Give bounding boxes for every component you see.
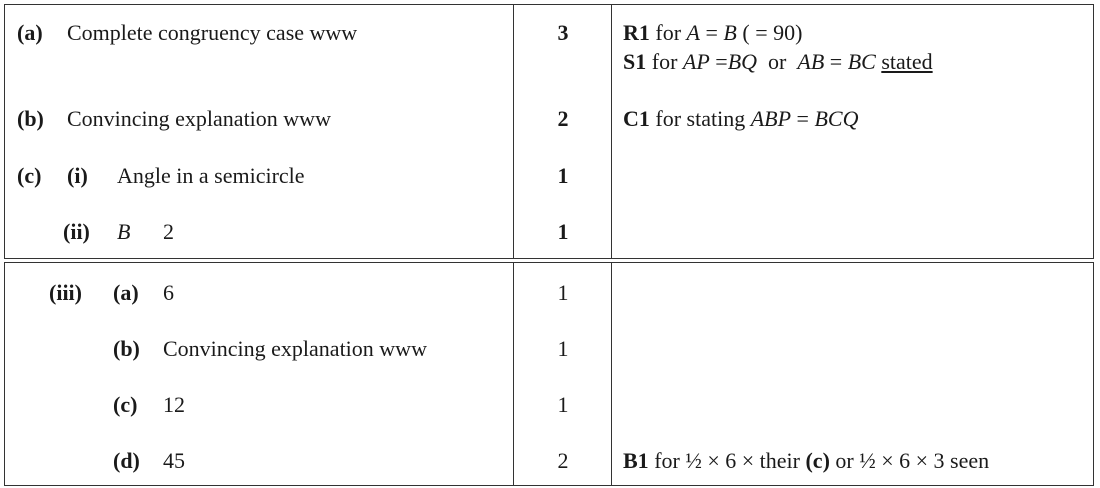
mark-scheme-block-top <box>4 4 1094 259</box>
guidance-expr: AP <box>682 49 710 74</box>
answer-iii-b: Convincing explanation www <box>163 336 427 361</box>
guidance-code: S1 <box>623 49 647 74</box>
answer-c-ii-letter: B <box>117 219 131 244</box>
answer-b: Convincing explanation www <box>67 106 331 131</box>
sub-label-iii: (iii) <box>49 280 82 305</box>
guidance-expr: ABP <box>750 106 792 131</box>
guidance-text: = <box>791 106 815 131</box>
guidance-code: C1 <box>623 106 650 131</box>
part-label-b: (b) <box>17 106 44 131</box>
answer-c-ii: 2 <box>163 219 174 244</box>
guidance-expr: BQ <box>727 49 758 74</box>
guidance-expr: BCQ <box>814 106 859 131</box>
mark-iii-a: 1 <box>557 280 569 305</box>
guidance-expr: B <box>723 20 737 45</box>
guidance-text: for ½ × 6 × their <box>648 448 806 473</box>
guidance-text: or <box>757 49 798 74</box>
guidance-text: = <box>709 49 728 74</box>
mark-iii-d: 2 <box>557 448 569 473</box>
part-label-iii-a: (a) <box>113 280 139 305</box>
guidance-code: B1 <box>623 448 649 473</box>
guidance-text: for stating <box>649 106 751 131</box>
guidance-code: R1 <box>623 20 650 45</box>
guidance-d-line <box>623 448 989 474</box>
answer-a: Complete congruency case www <box>67 20 358 45</box>
guidance-text: stated <box>881 49 933 74</box>
guidance-a-line2 <box>623 49 933 75</box>
part-label-iii-d: (d) <box>113 448 140 473</box>
mark-iii-c: 1 <box>557 392 569 417</box>
answer-iii-a: 6 <box>163 280 174 305</box>
mark-c-i: 1 <box>557 163 569 188</box>
part-label-c: (c) <box>17 163 42 188</box>
sub-label-i: (i) <box>67 163 88 188</box>
mark-iii-b: 1 <box>557 336 569 361</box>
guidance-a-line1 <box>623 20 802 46</box>
guidance-expr: BC <box>847 49 876 74</box>
guidance-expr: AB <box>797 49 825 74</box>
column-divider <box>611 263 612 485</box>
sub-label-ii: (ii) <box>63 219 90 244</box>
mark-b: 2 <box>557 106 569 131</box>
guidance-text: for <box>646 49 683 74</box>
mark-scheme-block-bottom <box>4 262 1094 486</box>
answer-c-i: Angle in a semicircle <box>117 163 305 188</box>
mark-a: 3 <box>557 20 569 45</box>
guidance-text: = <box>824 49 848 74</box>
mark-c-ii: 1 <box>557 219 569 244</box>
column-divider <box>611 5 612 258</box>
guidance-text: ( = 90) <box>736 20 803 45</box>
column-divider <box>513 263 514 485</box>
column-divider <box>513 5 514 258</box>
answer-iii-d: 45 <box>163 448 185 473</box>
guidance-ref: (c) <box>805 448 830 473</box>
guidance-b-line <box>623 106 858 132</box>
guidance-text: or ½ × 6 × 3 seen <box>829 448 990 473</box>
part-label-iii-c: (c) <box>113 392 138 417</box>
guidance-text: = <box>700 20 724 45</box>
part-label-iii-b: (b) <box>113 336 140 361</box>
part-label-a: (a) <box>17 20 43 45</box>
answer-iii-c: 12 <box>163 392 185 417</box>
guidance-expr: A <box>686 20 700 45</box>
guidance-text: for <box>649 20 687 45</box>
